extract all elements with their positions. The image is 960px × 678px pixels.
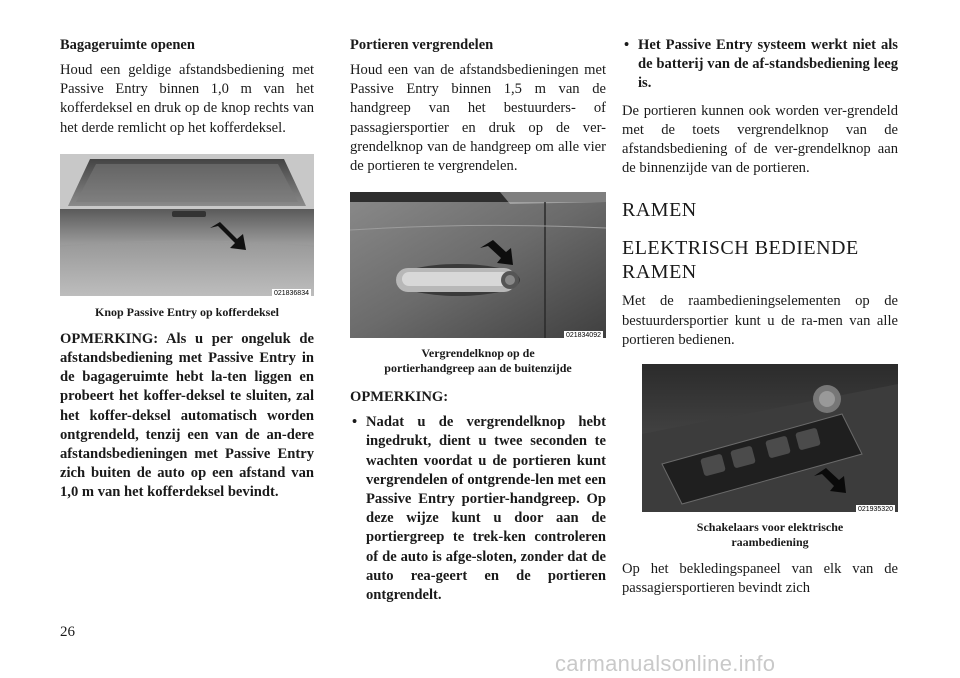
title-line: RAMEN [622, 261, 697, 284]
figure-code: 021834092 [565, 332, 601, 340]
figure-code: 021935320 [857, 506, 893, 514]
column-3 [622, 36, 898, 598]
paragraph: Op het bekledingspaneel van elk van de passagiersportieren bevindt zich [622, 561, 898, 597]
note: OPMERKING: Als u per ongeluk de afstandsbediening met Passive Entry in de bagageruimte hebt la-ten liggen en probeert het koffer-deksel te sluiten, zal het koffer-deksel automatisch worden ontgrendeld, tenzij een van de an-dere afstandsbedieningen met Passive Entry zich buiten de auto op een afstand van 1,0 m van het kofferdeksel bevindt. [60, 330, 314, 501]
bullet-text: Nadat u de vergrendelknop hebt ingedrukt, dient u twee seconden te wachten voordat u de portieren kunt vergrendelen of ontgrende-len met een Passive Entry portier-handgreep. Op deze wijze kunt u door aan de portiergreep te trek-ken controleren of de auto is afge-sloten, zonder dat de auto rea-geert en de portieren ontgrendelt. [366, 414, 606, 604]
paragraph: De portieren kunnen ook worden ver-grendeld met de toets vergrendelknop van de afstandsbediening of de ver-grendelknop aan de binnenzijde van de portieren. [622, 102, 898, 177]
caption-line: Vergrendelknop op de [421, 346, 535, 361]
note-bullet [622, 36, 898, 94]
section-title: RAMEN [622, 199, 697, 222]
trunk-lid-photo [60, 154, 314, 296]
bullet-icon: • [624, 37, 630, 53]
bullet-icon: • [352, 414, 358, 431]
figure-caption [642, 520, 898, 550]
caption-line: portierhandgreep aan de buitenzijde [384, 361, 572, 376]
door-handle-photo [350, 192, 606, 338]
paragraph: Houd een geldige afstandsbediening met Passive Entry binnen 1,0 m van het kofferdeksel en druk op de knop rechts van het derde remlicht op het kofferdeksel. [60, 62, 314, 136]
figure-caption: Knop Passive Entry op kofferdeksel [94, 304, 279, 319]
figure-caption [350, 346, 606, 376]
title-line: ELEKTRISCH BEDIENDE [622, 237, 859, 260]
subsection-title [622, 236, 898, 284]
note-label: OPMERKING: [350, 389, 449, 406]
door-handle-figure [350, 192, 606, 343]
column-2 [350, 36, 606, 605]
bullet-text: Het Passive Entry systeem werkt niet als de batterij van de af-standsbediening leeg is. [638, 37, 898, 92]
section-heading: Portieren vergrendelen [350, 37, 494, 53]
figure-code: 021836834 [273, 289, 309, 297]
trunk-figure [60, 154, 314, 301]
note-bullet [350, 413, 606, 605]
window-switch-figure [642, 364, 898, 517]
column-1 [60, 36, 314, 503]
page-number: 26 [60, 624, 75, 640]
section-heading: Bagageruimte openen [60, 37, 195, 53]
watermark: carmanualsonline.info [555, 651, 776, 676]
paragraph: Houd een van de afstandsbedieningen met Passive Entry binnen 1,5 m van de handgreep van het bestuurders- of passagiersportier en druk op de ver-grendelknop van de handgreep om alle vier de portieren te vergrendelen. [350, 62, 606, 175]
paragraph: Met de raambedieningselementen op de bestuurdersportier kunt u de ra-men van alle portieren bedienen. [622, 293, 898, 348]
caption-line: Schakelaars voor elektrische [696, 520, 844, 535]
caption-line: raambediening [731, 535, 809, 550]
window-switch-photo [642, 364, 898, 512]
